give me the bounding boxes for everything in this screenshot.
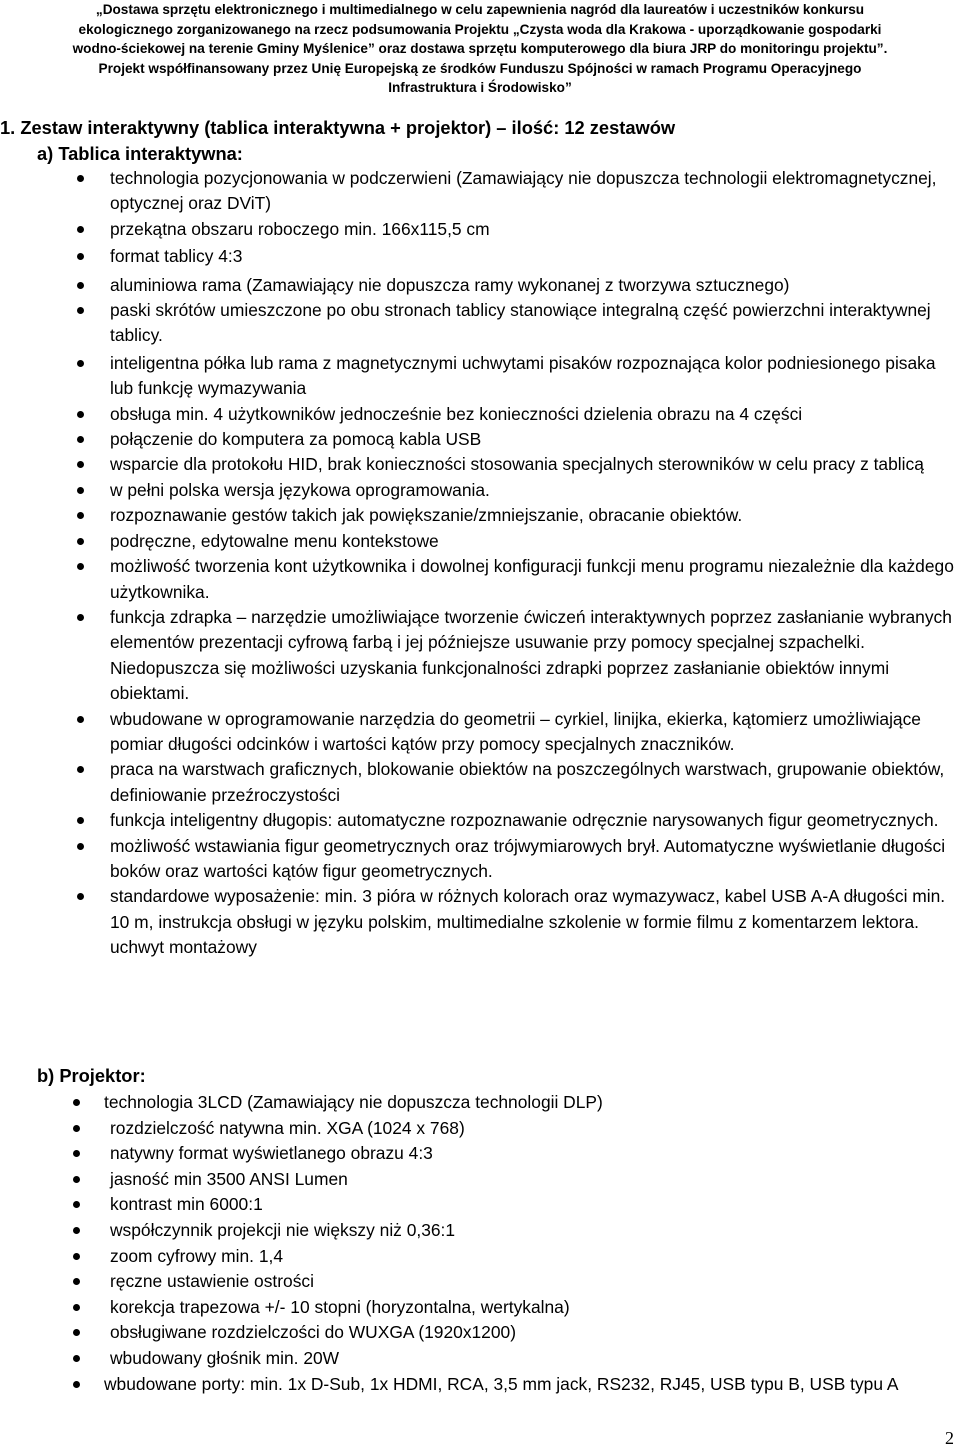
list-item: wbudowane w oprogramowanie narzędzia do geometrii – cyrkiel, linijka, ekierka, kątomierz umożliwiające pomiar długości odcinków i wartości kątów przy pomocy specjalnych znaczników. [110, 707, 955, 758]
list-item: wbudowane porty: min. 1x D-Sub, 1x HDMI, RCA, 3,5 mm jack, RS232, RJ45, USB typu B, USB typu A [104, 1372, 954, 1398]
list-item: rozpoznawanie gestów takich jak powiększanie/zmniejszanie, obracanie obiektów. [110, 503, 955, 528]
list-item: paski skrótów umieszczone po obu stronach tablicy stanowiące integralną część powierzchni interaktywnej tablicy. [110, 298, 955, 349]
subsection-b-title: b) Projektor: [37, 1065, 146, 1086]
list-item: obsługa min. 4 użytkowników jednocześnie bez konieczności dzielenia obrazu na 4 części [110, 402, 955, 427]
header-line: wodno-ściekowej na terenie Gminy Myślenice” oraz dostawa sprzętu komputerowego dla biura JRP do monitoringu projektu”. [72, 41, 888, 56]
list-item: funkcja zdrapka – narzędzie umożliwiające tworzenie ćwiczeń interaktywnych poprzez zasłanianie wybranych elementów prezentacji cyfrową farbą i jej późniejsze usuwanie przy pomocy specjalnej szpachelki. Niedopuszcza się możliwości uzyskania funkcjonalności zdrapki poprzez zasłanianie obiektów innymi obiektami. [110, 605, 955, 707]
header-line: Projekt współfinansowany przez Unię Europejską ze środków Funduszu Spójności w ramach Programu Operacyjnego [98, 60, 862, 76]
list-item: obsługiwane rozdzielczości do WUXGA (1920x1200) [104, 1320, 954, 1346]
list-item: zoom cyfrowy min. 1,4 [104, 1244, 954, 1270]
list-item: współczynnik projekcji nie większy niż 0,36:1 [104, 1218, 954, 1244]
list-item: połączenie do komputera za pomocą kabla USB [110, 427, 955, 452]
list-item: kontrast min 6000:1 [104, 1192, 954, 1218]
document-header [0, 0, 960, 98]
list-item: inteligentna półka lub rama z magnetycznymi uchwytami pisaków rozpoznająca kolor podniesionego pisaka lub funkcję wymazywania [110, 351, 955, 402]
list-item: format tablicy 4:3 [110, 244, 955, 269]
list-item: aluminiowa rama (Zamawiający nie dopuszcza ramy wykonanej z tworzywa sztucznego) [110, 273, 955, 298]
list-item: przekątna obszaru roboczego min. 166x115,5 cm [110, 217, 955, 242]
whiteboard-spec-list [110, 166, 955, 961]
header-line: Infrastruktura i Środowisko” [388, 80, 572, 95]
header-line: „Dostawa sprzętu elektronicznego i multimedialnego w celu zapewnienia nagród dla laureatów i uczestników konkursu [95, 2, 865, 17]
list-item: jasność min 3500 ANSI Lumen [104, 1167, 954, 1193]
list-item: możliwość tworzenia kont użytkownika i dowolnej konfiguracji funkcji menu programu niezależnie dla każdego użytkownika. [110, 554, 955, 605]
list-item: wsparcie dla protokołu HID, brak konieczności stosowania specjalnych sterowników w celu pracy z tablicą [110, 452, 955, 477]
list-item: podręczne, edytowalne menu kontekstowe [110, 529, 955, 554]
list-item: standardowe wyposażenie: min. 3 pióra w różnych kolorach oraz wymazywacz, kabel USB A-A długości min. 10 m, instrukcja obsługi w języku polskim, multimedialne szkolenie w formie filmu z komentarzem lektora. uchwyt montażowy [110, 884, 955, 960]
list-item: technologia 3LCD (Zamawiający nie dopuszcza technologii DLP) [104, 1090, 954, 1116]
list-item: w pełni polska wersja językowa oprogramowania. [110, 478, 955, 503]
list-item: praca na warstwach graficznych, blokowanie obiektów na poszczególnych warstwach, grupowanie obiektów, definiowanie przeźroczystości [110, 757, 955, 808]
list-item: wbudowany głośnik min. 20W [104, 1346, 954, 1372]
projector-spec-list [104, 1090, 954, 1397]
header-line: ekologicznego zorganizowanego na rzecz podsumowania Projektu „Czysta woda dla Krakowa - uporządkowanie gospodarki [78, 21, 882, 37]
list-item: funkcja inteligentny długopis: automatyczne rozpoznawanie odręcznie narysowanych figur geometrycznych. [110, 808, 955, 833]
list-item: natywny format wyświetlanego obrazu 4:3 [104, 1141, 954, 1167]
list-item: korekcja trapezowa +/- 10 stopni (horyzontalna, wertykalna) [104, 1295, 954, 1321]
subsection-a-title: a) Tablica interaktywna: [37, 143, 243, 164]
section-title: 1. Zestaw interaktywny (tablica interaktywna + projektor) – ilość: 12 zestawów [0, 117, 676, 138]
list-item: rozdzielczość natywna min. XGA (1024 x 768) [104, 1116, 954, 1142]
list-item: możliwość wstawiania figur geometrycznych oraz trójwymiarowych brył. Automatyczne wyświetlanie długości boków oraz wartości kątów figur geometrycznych. [110, 834, 955, 885]
list-item: technologia pozycjonowania w podczerwieni (Zamawiający nie dopuszcza technologii elektromagnetycznej, optycznej oraz DViT) [110, 166, 955, 217]
page-number: 2 [945, 1428, 954, 1448]
list-item: ręczne ustawienie ostrości [104, 1269, 954, 1295]
